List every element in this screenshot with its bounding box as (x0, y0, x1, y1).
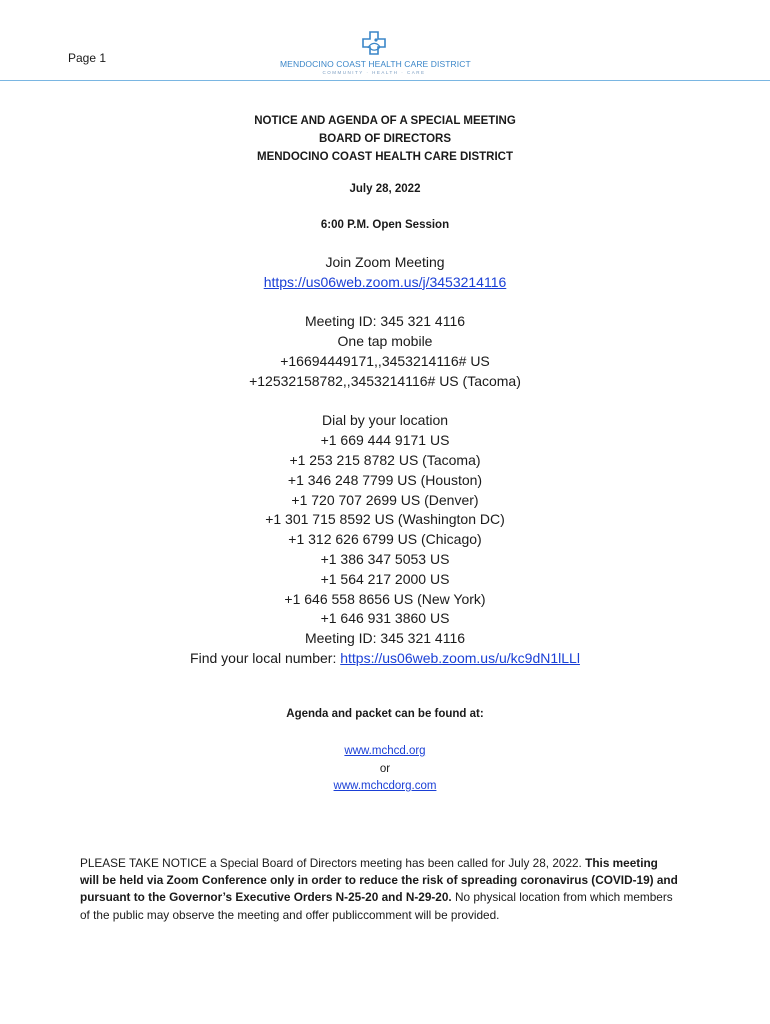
dial-number: +1 646 558 8656 US (New York) (284, 590, 486, 607)
meeting-date: July 28, 2022 (349, 183, 421, 195)
meeting-title (0, 112, 770, 166)
agenda-label: Agenda and packet can be found at: (286, 708, 484, 720)
dial-number: +1 564 217 2000 US (320, 570, 450, 587)
session-time: 6:00 P.M. Open Session (320, 219, 450, 231)
one-tap-number: +12532158782,,3453214116# US (Tacoma) (249, 372, 521, 389)
one-tap-number: +16694449171,,3453214116# US (280, 352, 490, 369)
dial-number: +1 346 248 7799 US (Houston) (287, 471, 483, 488)
dial-number: +1 386 347 5053 US (320, 550, 450, 567)
join-zoom-label: Join Zoom Meeting (325, 254, 445, 270)
notice-closing: No physical location from which members of the public may observe the meeting and offer publiccomment will be provided. (80, 890, 673, 922)
logo-org-name: MENDOCINO COAST HEALTH CARE DISTRICT (280, 59, 471, 69)
dial-number: +1 669 444 9171 US (320, 432, 450, 449)
header-divider (0, 80, 770, 81)
logo-tagline: COMMUNITY · HEALTH · CARE (322, 70, 426, 75)
one-tap-label: One tap mobile (337, 333, 433, 350)
zoom-details (0, 253, 770, 669)
dial-number: +1 253 215 8782 US (Tacoma) (289, 451, 481, 468)
title-line-3: MENDOCINO COAST HEALTH CARE DISTRICT (257, 151, 513, 163)
mchcd-link[interactable]: www.mchcd.org (344, 745, 426, 757)
dial-number: +1 720 707 2699 US (Denver) (291, 491, 479, 508)
title-line-2: BOARD OF DIRECTORS (318, 133, 452, 145)
local-number-line (0, 649, 770, 669)
dial-number: +1 646 931 3860 US (320, 610, 450, 627)
title-line-1: NOTICE AND AGENDA OF A SPECIAL MEETING (254, 115, 516, 127)
local-number-link[interactable]: https://us06web.zoom.us/u/kc9dN1lLLl (340, 649, 580, 666)
meeting-id-repeat: Meeting ID: 345 321 4116 (304, 630, 466, 647)
medical-cross-icon (359, 30, 389, 58)
notice-paragraph (80, 855, 680, 924)
notice-intro: PLEASE TAKE NOTICE a Special Board of Directors meeting has been called for July 28, 2022. (80, 856, 586, 870)
local-number-label: Find your local number: (190, 649, 337, 666)
dial-number: +1 301 715 8592 US (Washington DC) (265, 511, 505, 528)
meeting-id: Meeting ID: 345 321 4116 (304, 313, 466, 330)
page-number: Page 1 (68, 51, 107, 65)
mchcdorg-link[interactable]: www.mchcdorg.com (333, 780, 437, 792)
zoom-join-link[interactable]: https://us06web.zoom.us/j/3453214116 (263, 273, 507, 290)
or-text: or (379, 762, 391, 775)
notice-bold-statement: This meeting will be held via Zoom Conference only in order to reduce the risk of spreading coronavirus (COVID-19) and pursuant to the Governor’s Executive Orders N-25-20 and N-29-20. (80, 856, 678, 905)
district-logo (280, 30, 471, 75)
dial-location-label: Dial by your location (321, 412, 449, 429)
agenda-links (0, 743, 770, 796)
dial-number: +1 312 626 6799 US (Chicago) (288, 531, 482, 548)
